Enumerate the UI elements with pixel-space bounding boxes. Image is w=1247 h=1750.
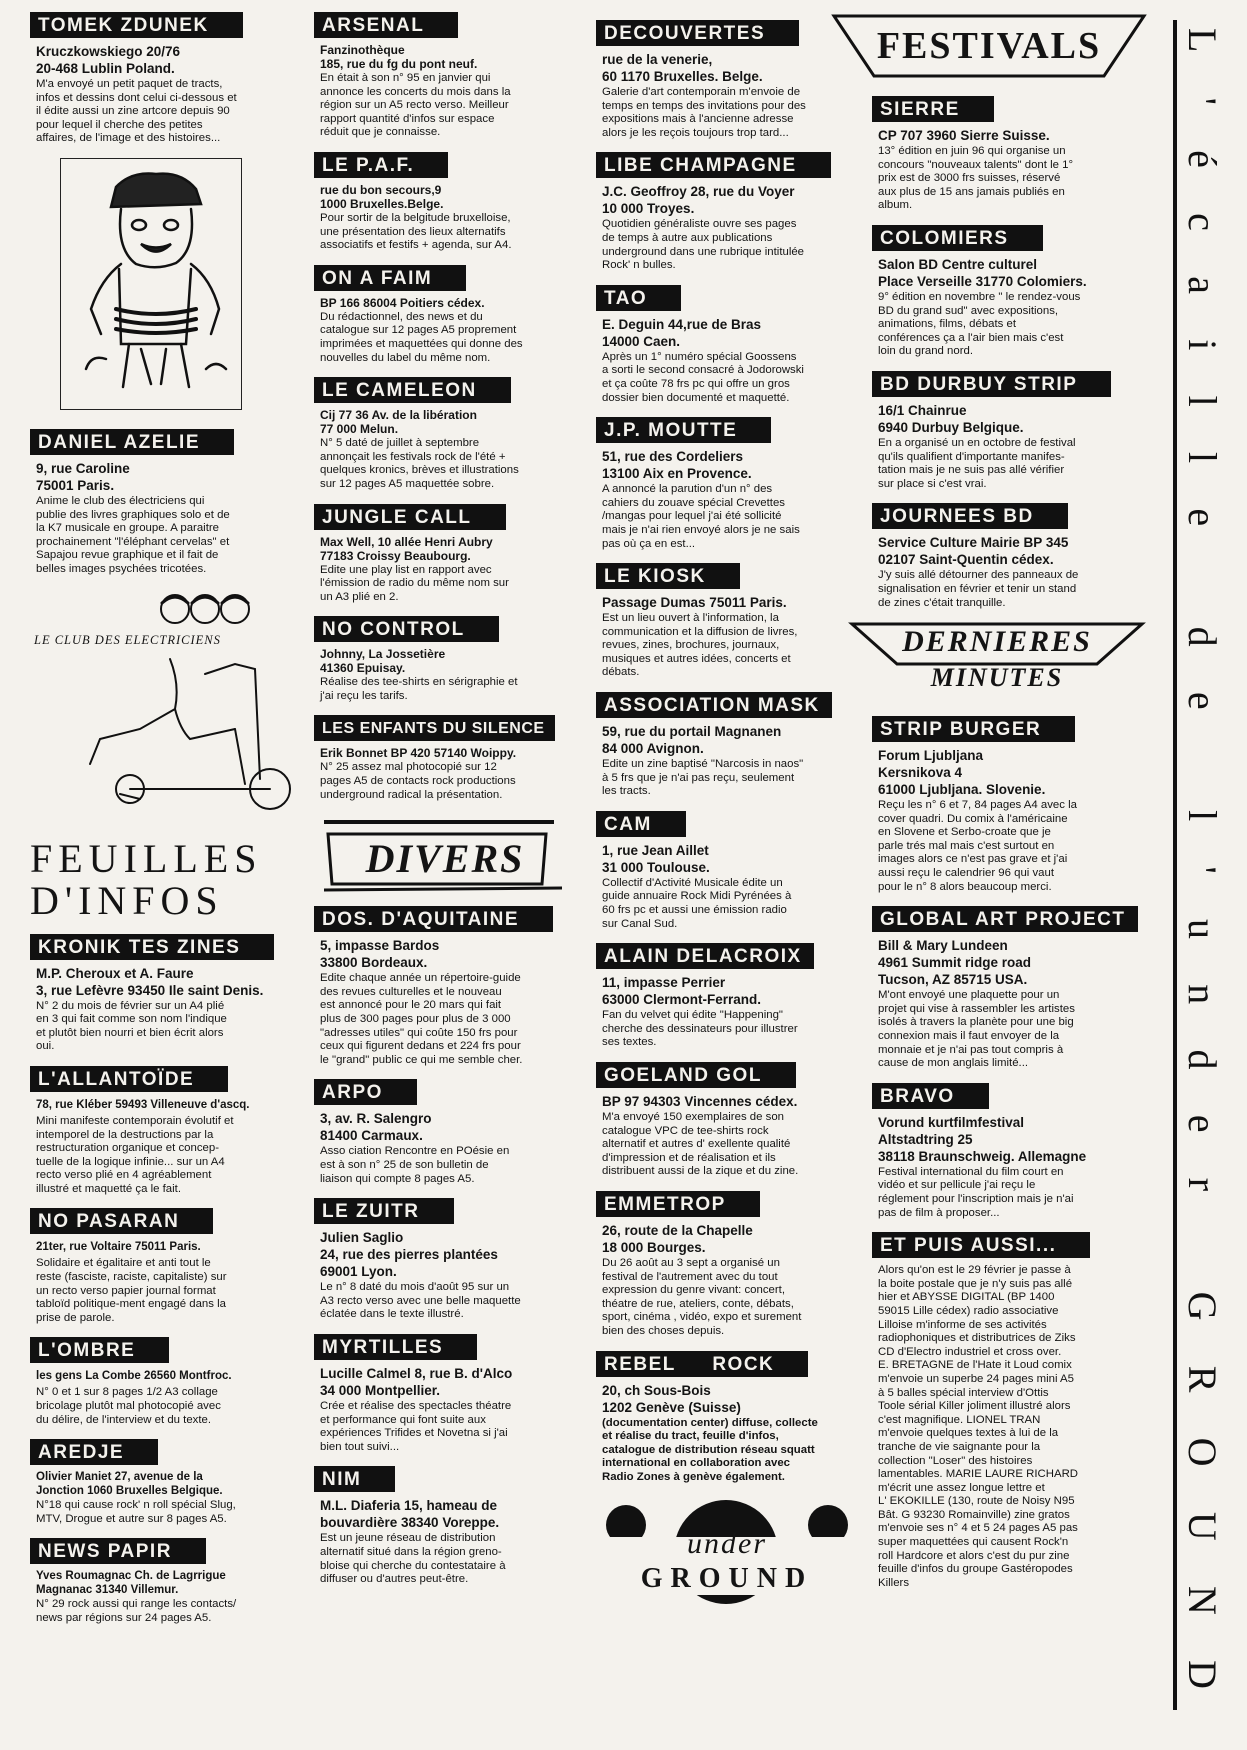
entry-title: TAO <box>596 285 681 311</box>
entry-description: M'ont envoyé une plaquette pour un projet qui vise à rassembler les artistes isolés à travers la planète pour une big connexion mais il faut envoyer de la monnaie et je n'ai pas tout compris à cause de mon anglais limité... <box>878 989 1075 1070</box>
entry-description: Réalise des tee-shirts en sérigraphie et j'ai reçu les tarifs. <box>320 676 518 702</box>
entry-description: Festival international du film court en vidéo et sur pellicule j'ai reçu le réglement pour l'inscription mais je n'ai pas de film à proposer... <box>878 1165 1074 1219</box>
underground-logo <box>596 1497 858 1607</box>
entry-address: rue de la venerie, 60 1170 Bruxelles. Belge. <box>602 52 763 84</box>
feuilles-line: FEUILLES <box>30 835 263 881</box>
entry-tomek-zdunek <box>30 12 302 146</box>
divers-banner <box>314 814 576 894</box>
entry-title: NO CONTROL <box>314 616 499 642</box>
entry-description: Reçu les n° 6 et 7, 84 pages A4 avec la cover quadri. Du comix à l'américaine en Slovene et Serbo-croate que je parle trés mal mais c'est surtout en images alors ce n'est pas grave et j'ai aussi reçu le calendrier 96 qui vaut pour le n° 8 alors beaucoup merci. <box>878 799 1077 893</box>
dernieres-title: DERNIERES <box>902 625 1092 659</box>
entry-address: BP 166 86004 Poitiers cédex. <box>320 295 485 310</box>
entry-address: 20, ch Sous-Bois 1202 Genève (Suisse) <box>602 1382 741 1415</box>
entry-title: BD DURBUY STRIP <box>872 371 1111 397</box>
entry-address: Johnny, La Jossetière 41360 Epuisay. <box>320 647 446 676</box>
entry-description: N° 25 assez mal photocopié sur 12 pages A5 de contacts rock productions underground radical la présentation. <box>320 761 516 801</box>
entry-address: Lucille Calmel 8, rue B. d'Alco 34 000 Montpellier. <box>320 1365 513 1398</box>
dinfos-line: D'INFOS <box>30 877 224 923</box>
tied-figure-illustration <box>30 158 302 415</box>
entry-description: Du 26 août au 3 sept a organisé un festival de l'autrement avec du tout expression du genre vivant: concert, théatre de rue, ateliers, conte, débats, sport, cinéma , vidéo, expo et surement bien des choses depuis. <box>602 1256 802 1337</box>
entry-description: N° 0 et 1 sur 8 pages 1/2 A3 collage bricolage plutôt mal photocopié avec du délire, de l'interview et du texte. <box>36 1386 221 1426</box>
entry-title: L'OMBRE <box>30 1337 169 1363</box>
entry-description: N° 2 du mois de février sur un A4 plié en 3 qui fait comme son nom l'indique et plutôt bien nourri et bien écrit alors oui. <box>36 999 227 1053</box>
entry-address: Bill & Mary Lundeen 4961 Summit ridge road Tucson, AZ 85715 USA. <box>878 938 1032 988</box>
entry-kronik-tes-zines <box>30 934 302 1054</box>
column-4 <box>872 10 1162 1602</box>
entry-title: LE KIOSK <box>596 563 740 589</box>
entry-title: NIM <box>314 1466 395 1492</box>
entry-alain-delacroix <box>596 943 858 1050</box>
entry-address: 26, route de la Chapelle 18 000 Bourges. <box>602 1222 753 1255</box>
entry-title: J.P. MOUTTE <box>596 417 771 443</box>
entry-title: ON A FAIM <box>314 265 466 291</box>
entry-association-mask <box>596 692 858 799</box>
entry-daniel-azelie <box>30 429 302 577</box>
entry-address: E. Deguin 44,rue de Bras 14000 Caen. <box>602 316 762 349</box>
entry-description: N° 5 daté de juillet à septembre annonçait les festivals rock de l'été + quelques kronics, brèves et illustrations sur 12 pages A5 maquettée sobre. <box>320 437 519 490</box>
entry-on-a-faim <box>314 265 576 365</box>
entry-address: 1, rue Jean Aillet 31 000 Toulouse. <box>602 842 710 875</box>
entry-title: EMMETROP <box>596 1191 760 1217</box>
divers-title: DIVERS <box>365 836 525 882</box>
entry-description: Est un jeune réseau de distribution alternatif situé dans la région greno- bloise qui cherche du contestataire à diffuser ou d'autres peut-être. <box>320 1532 506 1586</box>
entry-enfants-du-silence <box>314 715 576 802</box>
entry-address: Cij 77 36 Av. de la libération 77 000 Melun. <box>320 408 477 437</box>
entry-address: 59, rue du portail Magnanen 84 000 Avignon. <box>602 724 782 757</box>
logo-under: under <box>687 1526 767 1560</box>
entry-description: Edite un zine baptisé "Narcosis in naos" à 5 frs que je n'ai pas reçu, seulement les tracts. <box>602 758 804 798</box>
entry-allantoide <box>30 1066 302 1197</box>
entry-le-paf <box>314 152 576 253</box>
entry-description: M'a envoyé 150 exemplaires de son catalogue VPC de tee-shirts rock alternatif et autres d' exellente qualité d'impression et de réalisation et ils distribuent aussi de la zique et du zine. <box>602 1111 799 1178</box>
entry-description: Solidaire et égalitaire et anti tout le reste (fasciste, raciste, capitaliste) sur un recto verso papier journal format tabloïd politique-ment engagé dans la prise de parole. <box>36 1257 227 1324</box>
entry-title: JOURNEES BD <box>872 503 1068 529</box>
entry-address: Passage Dumas 75011 Paris. <box>602 595 787 611</box>
entry-description: N°18 qui cause rock' n roll spécial Slug, MTV, Drogue et autre sur 8 pages A5. <box>36 1499 236 1525</box>
entry-title: LES ENFANTS DU SILENCE <box>314 715 555 741</box>
entry-libe-champagne <box>596 152 858 272</box>
entry-address: 5, impasse Bardos 33800 Bordeaux. <box>320 938 440 971</box>
entry-address: Yves Roumagnac Ch. de Lagrrigue Magnanac 31340 Villemur. <box>36 1570 226 1597</box>
entry-description: 13° édition en juin 96 qui organise un concours "nouveaux talents" dont le 1° prix est de 3000 frs suisses, réservé aux plus de 15 ans jamais publiés en album. <box>878 145 1074 212</box>
entry-description: Du rédactionnel, des news et du catalogue sur 12 pages A5 proprement imprimées et maquettées qui donne des nouvelles du label du même nom. <box>320 310 523 364</box>
entry-title: TOMEK ZDUNEK <box>30 12 243 38</box>
entry-description: 9° édition en novembre " le rendez-vous BD du grand sud" avec expositions, animations, films, débats et conférences ça a l'air bien mais c'est loin du grand nord. <box>878 290 1081 358</box>
column-3 <box>596 20 858 1607</box>
entry-title: GLOBAL ART PROJECT <box>872 906 1138 932</box>
entry-address: CP 707 3960 Sierre Suisse. <box>878 128 1050 143</box>
entry-description: Edite une play list en rapport avec l'émission de radio du même nom sur un A3 plié en 2. <box>320 563 509 603</box>
entry-no-control <box>314 616 576 703</box>
entry-title: NO PASARAN <box>30 1208 213 1234</box>
entry-strip-burger <box>872 716 1162 894</box>
entry-title: CAM <box>596 811 686 837</box>
club-caption: LE CLUB DES ELECTRICIENS <box>34 632 221 647</box>
vertical-title-text: L'écaille de l'under GROUND <box>1180 28 1225 1708</box>
entry-description: Asso ciation Rencontre en POésie en est à son n° 25 de son bulletin de liaison qui compte 8 pages A5. <box>320 1145 510 1185</box>
entry-aredje <box>30 1439 302 1526</box>
entry-address: 21ter, rue Voltaire 75011 Paris. <box>36 1241 201 1254</box>
entry-address: Max Well, 10 allée Henri Aubry 77183 Croissy Beaubourg. <box>320 534 493 563</box>
vertical-title <box>1167 20 1225 1720</box>
entry-description: En était à son n° 95 en janvier qui annonce les concerts du mois dans la région sur un A5 recto verso. Meilleur rapport quantité d'infos sur espace réduit que je connaisse. <box>320 72 511 139</box>
entry-title: ET PUIS AUSSI... <box>872 1232 1090 1258</box>
entry-description: A annoncé la parution d'un n° des cahiers du zouave spécial Crevettes /mangas pour lequel j'ai été sollicité mais je n'ai rien envoyé alors je ne sais pas où ça en est... <box>602 483 800 550</box>
festivals-title: FESTIVALS <box>876 25 1102 67</box>
entry-le-cameleon <box>314 377 576 491</box>
entry-description: Après un 1° numéro spécial Goossens a sorti le second consacré à Jodorowski et ça coûte 78 frs pc qui offre un gros dossier bien documenté et maquetté. <box>602 350 804 404</box>
entry-title: ASSOCIATION MASK <box>596 692 832 718</box>
entry-nim <box>314 1466 576 1586</box>
entry-description: Anime le club des électriciens qui publie des livres graphiques solo et de la K7 musicale en groupe. A paraitre prochainement "l'éléphant cervelas" et Sapajou revue graphique et il fait de belles images psychées tricotées. <box>36 494 230 575</box>
entry-address: Julien Saglio 24, rue des pierres plantées 69001 Lyon. <box>320 1230 498 1280</box>
entry-title: LE CAMELEON <box>314 377 511 403</box>
column-1 <box>30 12 302 1638</box>
entry-address: rue du bon secours,9 1000 Bruxelles.Belge. <box>320 182 444 211</box>
entry-bravo <box>872 1083 1162 1220</box>
entry-description: (documentation center) diffuse, collecte et réalise du tract, feuille d'infos, catalogue de distribution réseau squatt international en collaboration avec Radio Zones à genève également. <box>602 1416 818 1483</box>
entry-title: GOELAND GOL <box>596 1062 796 1088</box>
entry-title: ARPO <box>314 1079 417 1105</box>
entry-decouvertes <box>596 20 858 140</box>
entry-description: Crée et réalise des spectacles théatre et performance qui font suite aux expériences Trifides et Novetna si j'ai bien tout suivi... <box>320 1399 512 1453</box>
entry-rebel-rock <box>596 1351 858 1485</box>
entry-address: 11, impasse Perrier 63000 Clermont-Ferrand. <box>602 975 762 1008</box>
entry-address: Service Culture Mairie BP 345 02107 Saint-Quentin cédex. <box>878 535 1069 568</box>
entry-title: COLOMIERS <box>872 225 1043 251</box>
entry-title: LE P.A.F. <box>314 152 448 178</box>
dernieres-minutes-banner <box>852 622 1142 704</box>
entry-arsenal <box>314 12 576 140</box>
entry-news-papir <box>30 1538 302 1625</box>
entry-address: 9, rue Caroline 75001 Paris. <box>36 460 130 493</box>
column-2 <box>314 12 576 1599</box>
entry-title: STRIP BURGER <box>872 716 1075 742</box>
entry-le-zuitr <box>314 1198 576 1322</box>
entry-address: BP 97 94303 Vincennes cédex. <box>602 1094 798 1109</box>
entry-description: Edite chaque année un répertoire-guide des revues culturelles et le nouveau est annoncé pour le 20 mars qui fait plus de 300 pages pour plus de 3 000 "adresses utiles" qui coûte 150 frs pour ceux qui figurent dedans et 224 frs pour le "grand" public ce qui me semble cher. <box>320 972 523 1066</box>
entry-address: 51, rue des Cordeliers 13100 Aix en Provence. <box>602 449 752 482</box>
entry-title: DANIEL AZELIE <box>30 429 234 455</box>
entry-title: DECOUVERTES <box>596 20 799 46</box>
entry-colomiers <box>872 225 1162 359</box>
entry-title: ARSENAL <box>314 12 458 38</box>
entry-lombre <box>30 1337 302 1427</box>
entry-bd-durbuy-strip <box>872 371 1162 491</box>
entry-sierre <box>872 96 1162 213</box>
entry-title: L'ALLANTOÏDE <box>30 1066 228 1092</box>
entry-title: ALAIN DELACROIX <box>596 943 814 969</box>
entry-title: AREDJE <box>30 1439 158 1465</box>
entry-address: Olivier Maniet 27, avenue de la Jonction 1060 Bruxelles Belgique. <box>36 1471 223 1498</box>
festivals-banner <box>834 14 1144 84</box>
entry-description: Collectif d'Activité Musicale édite un guide annuaire Rock Midi Pyrénées à 60 frs pc et aussi une émission radio sur Canal Sud. <box>602 876 792 930</box>
entry-description: J'y suis allé détourner des panneaux de signalisation en février et tenir un stand de zines c'était tranquille. <box>878 569 1079 609</box>
entry-description: En a organisé un en octobre de festival qu'ils qualifient d'importante manifes- tation mais je ne suis pas allé vérifier sur place si c'est vrai. <box>878 436 1076 490</box>
entry-title: JUNGLE CALL <box>314 504 506 530</box>
entry-title: SIERRE <box>872 96 994 122</box>
entry-address: Salon BD Centre culturel Place Verseille 31770 Colomiers. <box>878 256 1087 289</box>
entry-description: Est un lieu ouvert à l'information, la communication et la diffusion de livres, revues, zines, brochures, journaux, musiques et autres idées, concerts et débats. <box>602 612 798 679</box>
entry-address: Vorund kurtfilmfestival Altstadtring 25 38118 Braunschweig. Allemagne <box>878 1114 1087 1164</box>
entry-title: MYRTILLES <box>314 1334 477 1360</box>
entry-address: J.C. Geoffroy 28, rue du Voyer 10 000 Troyes. <box>602 184 795 217</box>
feuilles-dinfos-banner <box>30 835 302 923</box>
entry-no-pasaran <box>30 1208 302 1325</box>
entry-description: Quotidien généraliste ouvre ses pages de temps à autre aux publications underground dans une rubrique intitulée Rock' n bulles. <box>602 218 805 272</box>
entry-address: 78, rue Kléber 59493 Villeneuve d'ascq. <box>36 1098 250 1111</box>
entry-jp-moutte <box>596 417 858 551</box>
entry-address: Fanzinothèque 185, rue du fg du pont neuf. <box>320 43 478 71</box>
entry-title: LE ZUITR <box>314 1198 454 1224</box>
entry-address: 16/1 Chainrue 6940 Durbuy Belgique. <box>878 402 1024 435</box>
entry-cam <box>596 811 858 931</box>
entry-address: les gens La Combe 26560 Montfroc. <box>36 1370 232 1383</box>
entry-myrtilles <box>314 1334 576 1454</box>
entry-global-art-project <box>872 906 1162 1071</box>
entry-description: N° 29 rock aussi qui range les contacts/ news par régions sur 24 pages A5. <box>36 1598 237 1624</box>
entry-address: 3, av. R. Salengro 81400 Carmaux. <box>320 1111 432 1144</box>
entry-description: Fan du velvet qui édite "Happening" cherche des dessinateurs pour illustrer ses textes. <box>602 1009 798 1049</box>
entry-description: Pour sortir de la belgitude bruxelloise, une présentation des lieux alternatifs associatifs et festifs + agenda, sur A4. <box>320 211 512 252</box>
entry-arpo <box>314 1079 576 1186</box>
entry-title: REBEL ROCK <box>596 1351 808 1377</box>
entry-address: Forum Ljubljana Kersnikova 4 61000 Ljubljana. Slovenie. <box>878 748 1046 798</box>
entry-et-puis-aussi <box>872 1232 1162 1590</box>
entry-journees-bd <box>872 503 1162 610</box>
minutes-title: MINUTES <box>930 663 1064 693</box>
entry-description: Alors qu'on est le 29 février je passe à la boite postale que je n'y suis pas allé hier et ABYSSE DIGITAL (BP 1400 59015 Lille cédex) radio associative Lilloise m'informe de ses activités radiophoniques et distributrices de Ziks CD d'Electro industriel et cross over. E. BRETAGNE de l'Hate it Loud comix m'envoie un superbe 24 pages mini A5 à 5 balles spécial interview d'Ottis Toole sérial Killer joliment illustré alors c'est magnifique. LIONEL TRAN m'envoie quelques textes à lui de la tranche de vie saignante pour la collection "Loser" des histoires lamentables. MARIE LAURE RICHARD m'écrit une assez longue lettre et L' EKOKILLE (130, route de Noisy N95 Bât. G 93230 Romainville) zine gratos m'envoie ses n° 4 et 5 24 pages A5 pas super maquettées qui causent Rock'n roll Hardcore et alors c'est du pur zine feuille d'infos du groupe Gastéropodes Killers <box>878 1264 1079 1589</box>
entry-address: Kruczkowskiego 20/76 20-468 Lublin Poland. <box>36 44 181 76</box>
entry-description: Galerie d'art contemporain m'envoie de temps en temps des invitations pour des expositions mais à l'ancienne adresse alors je les reçois toujours trop tard... <box>602 86 806 139</box>
entry-le-kiosk <box>596 563 858 680</box>
entry-jungle-call <box>314 504 576 605</box>
entry-description: M'a envoyé un petit paquet de tracts, infos et dessins dont celui ci-dessous et il édite aussi un zine artcore depuis 90 pour lequel il cherche des petites affaires, de l'image et des histoires... <box>36 78 237 145</box>
entry-goeland-gol <box>596 1062 858 1179</box>
entry-description: Le n° 8 daté du mois d'août 95 sur un A3 recto verso avec une belle maquette éclatée dans le texte illustré. <box>320 1281 521 1321</box>
club-des-electriciens-illustration <box>30 589 302 824</box>
entry-description: Mini manifeste contemporain évolutif et intemporel de la destructions par la restructuration organique et concep- tuelle de la logique infinie... sur un A4 recto verso plié en 4 agréablement illustré et maquetté ça le fait. <box>36 1114 234 1195</box>
entry-address: Erik Bonnet BP 420 57140 Woippy. <box>320 746 517 761</box>
logo-ground: GROUND <box>640 1562 814 1594</box>
entry-emmetrop <box>596 1191 858 1339</box>
entry-title: LIBE CHAMPAGNE <box>596 152 831 178</box>
entry-title: NEWS PAPIR <box>30 1538 206 1564</box>
entry-address: M.P. Cheroux et A. Faure 3, rue Lefèvre 93450 Ile saint Denis. <box>36 965 264 998</box>
entry-title: KRONIK TES ZINES <box>30 934 274 960</box>
entry-address: M.L. Diaferia 15, hameau de bouvardière 38340 Voreppe. <box>320 1498 500 1531</box>
entry-dos-aquitaine <box>314 906 576 1067</box>
entry-title: BRAVO <box>872 1083 989 1109</box>
entry-tao <box>596 285 858 405</box>
entry-title: DOS. D'AQUITAINE <box>314 906 553 932</box>
